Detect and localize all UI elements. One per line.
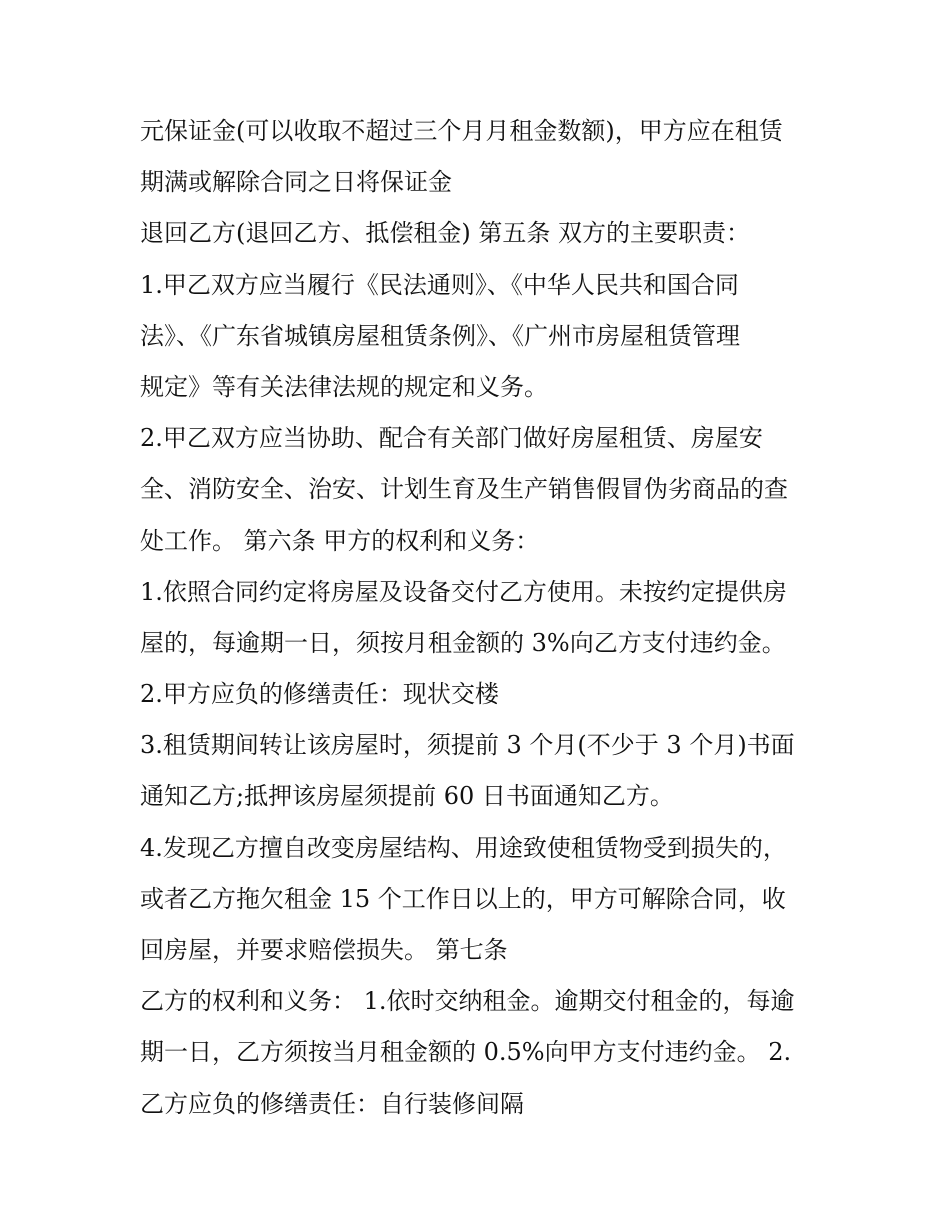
text-line: 元保证金(可以收取不超过三个月月租金数额)，甲方应在租赁	[140, 117, 783, 145]
text-line: 规定》等有关法律法规的规定和义务。	[140, 372, 548, 401]
text-line: 乙方的权利和义务： 1.依时交纳租金。逾期交付租金的，每逾	[140, 987, 795, 1016]
text-line: 法》、《广东省城镇房屋租赁条例》、《广州市房屋租赁管理	[140, 321, 740, 350]
text-line: 1.依照合同约定将房屋及设备交付乙方使用。未按约定提供房	[140, 577, 787, 606]
text-line: 4.发现乙方擅自改变房屋结构、用途致使租赁物受到损失的，	[140, 833, 787, 862]
text-line: 3.租赁期间转让该房屋时，须提前 3 个月(不少于 3 个月)书面	[140, 731, 795, 760]
text-line: 期一日，乙方须按当月租金额的 0.5%向甲方支付违约金。 2.	[140, 1038, 792, 1067]
text-line: 2.甲乙双方应当协助、配合有关部门做好房屋租赁、房屋安	[140, 424, 763, 453]
text-line: 或者乙方拖欠租金 15 个工作日以上的，甲方可解除合同，收	[140, 884, 786, 913]
text-line: 全、消防安全、治安、计划生育及生产销售假冒伪劣商品的查	[140, 475, 788, 504]
text-line: 期满或解除合同之日将保证金	[140, 168, 452, 197]
text-line: 1.甲乙双方应当履行《民法通则》、《中华人民共和国合同	[140, 270, 739, 299]
text-line: 处工作。 第六条 甲方的权利和义务：	[140, 526, 540, 555]
text-line: 通知乙方;抵押该房屋须提前 60 日书面通知乙方。	[140, 782, 674, 811]
text-line: 退回乙方(退回乙方、抵偿租金) 第五条 双方的主要职责：	[140, 219, 750, 248]
document-body	[140, 106, 820, 1130]
text-line: 乙方应负的修缮责任：自行装修间隔	[140, 1089, 524, 1118]
text-line: 2.甲方应负的修缮责任：现状交楼	[140, 680, 499, 709]
text-line: 屋的，每逾期一日，须按月租金额的 3%向乙方支付违约金。	[140, 628, 786, 657]
text-line: 回房屋，并要求赔偿损失。 第七条	[140, 936, 508, 964]
